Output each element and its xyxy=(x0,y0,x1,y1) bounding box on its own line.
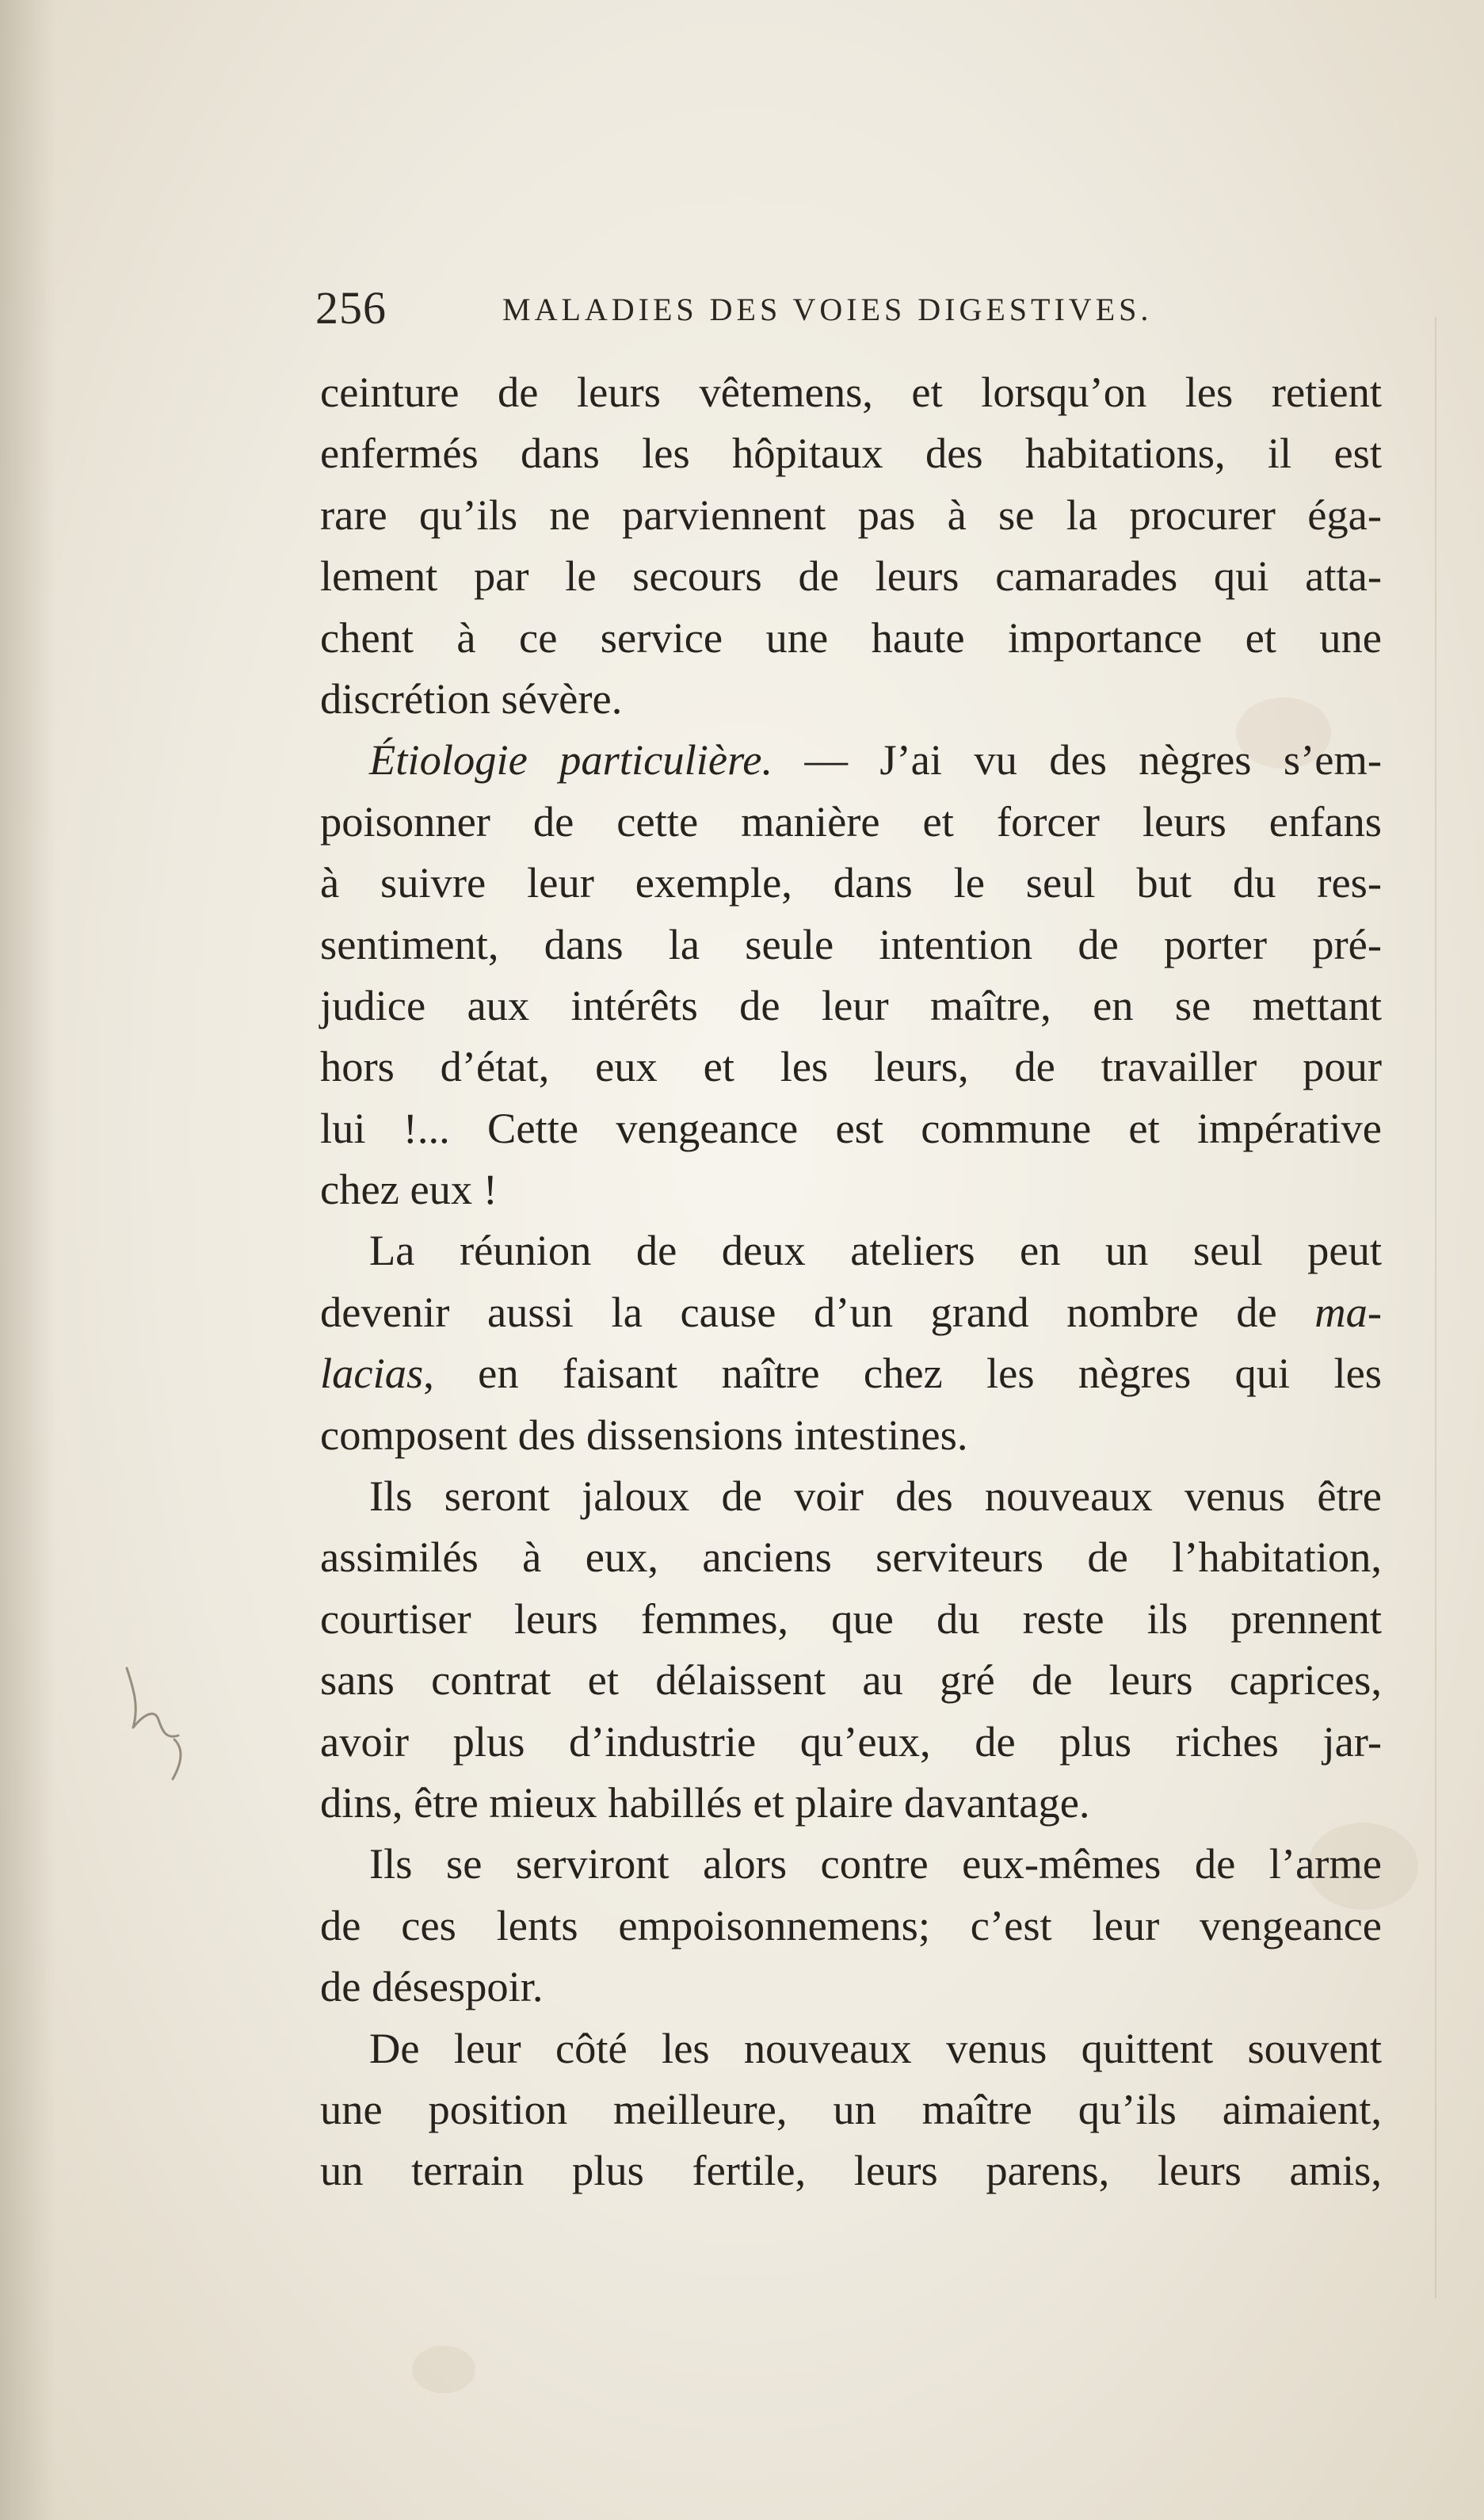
text-segment: , en faisant naître chez les nègres qui les xyxy=(423,1349,1382,1398)
text-line xyxy=(320,1281,1382,1342)
text-segment: composent des dissensions intestines. xyxy=(320,1410,968,1459)
text-segment: chent à ce service une haute importance et une xyxy=(320,613,1382,662)
text-line xyxy=(320,668,1382,729)
text-segment: Ils se serviront alors contre eux-mêmes de l’arme xyxy=(369,1839,1382,1888)
text-line xyxy=(320,1036,1382,1097)
text-line xyxy=(320,2018,1382,2079)
text-segment: judice aux intérêts de leur maître, en se mettant xyxy=(320,980,1382,1029)
text-line xyxy=(320,361,1382,422)
text-line xyxy=(320,2079,1382,2140)
text-segment: chez eux ! xyxy=(320,1165,498,1214)
text-segment: lui !... Cette vengeance est commune et impérative xyxy=(320,1103,1382,1152)
paper-stain xyxy=(412,2346,475,2393)
text-segment: lement par le secours de leurs camarades qui atta- xyxy=(320,552,1382,601)
text-line xyxy=(320,914,1382,975)
text-segment: La réunion de deux ateliers en un seul peut xyxy=(369,1226,1382,1275)
gutter-shadow xyxy=(0,0,55,2520)
text-line xyxy=(320,1220,1382,1281)
text-segment: à suivre leur exemple, dans le seul but du res- xyxy=(320,858,1382,907)
running-head xyxy=(315,281,1409,337)
italic-term: lacias xyxy=(320,1349,424,1398)
text-segment: une position meilleure, un maître qu’ils aimaient, xyxy=(320,2084,1382,2133)
section-heading: Étiologie particulière. xyxy=(369,735,773,785)
body-text xyxy=(320,361,1382,2201)
text-segment: De leur côté les nouveaux venus quittent souvent xyxy=(369,2023,1382,2072)
text-line xyxy=(320,791,1382,852)
text-segment: ceinture de leurs vêtemens, et lorsqu’on les retient xyxy=(320,368,1382,416)
text-segment: de désespoir. xyxy=(320,1962,544,2011)
text-line xyxy=(320,545,1382,606)
text-line xyxy=(320,2140,1382,2201)
text-line xyxy=(320,1649,1382,1710)
text-segment: de ces lents empoisonnemens; c’est leur vengeance xyxy=(320,1900,1382,1949)
text-line xyxy=(320,1404,1382,1465)
text-segment: Ils seront jaloux de voir des nouveaux venus être xyxy=(369,1472,1382,1521)
text-segment: enfermés dans les hôpitaux des habitations, il est xyxy=(320,429,1382,478)
text-line xyxy=(320,422,1382,483)
italic-term: ma- xyxy=(1314,1287,1382,1336)
text-line xyxy=(320,1772,1382,1833)
text-segment: courtiser leurs femmes, que du reste ils prennent xyxy=(320,1594,1382,1643)
text-line xyxy=(320,607,1382,668)
text-line xyxy=(320,484,1382,545)
text-segment: poisonner de cette manière et forcer leurs enfans xyxy=(320,796,1382,846)
running-title: MALADIES DES VOIES DIGESTIVES. xyxy=(502,292,1153,327)
text-segment: assimilés à eux, anciens serviteurs de l’habitation, xyxy=(320,1533,1382,1582)
text-segment: hors d’état, eux et les leurs, de travailler pour xyxy=(320,1042,1382,1091)
text-segment: devenir aussi la cause d’un grand nombre de xyxy=(320,1287,1315,1336)
text-line xyxy=(320,975,1382,1036)
text-line xyxy=(320,1159,1382,1220)
text-line xyxy=(320,729,1382,790)
text-line xyxy=(320,1711,1382,1772)
text-line xyxy=(320,1956,1382,2017)
text-segment: un terrain plus fertile, leurs parens, leurs amis, xyxy=(320,2146,1382,2195)
text-segment: dins, être mieux habillés et plaire davantage. xyxy=(320,1777,1090,1827)
page-fold xyxy=(1435,317,1436,2298)
text-line xyxy=(320,1098,1382,1159)
text-line xyxy=(320,1895,1382,1956)
pencil-margin-mark xyxy=(111,1660,198,1787)
text-segment: avoir plus d’industrie qu’eux, de plus riches jar- xyxy=(320,1716,1382,1766)
text-segment: discrétion sévère. xyxy=(320,674,623,723)
text-line xyxy=(320,1588,1382,1649)
text-line xyxy=(320,1342,1382,1403)
text-segment: rare qu’ils ne parviennent pas à se la procurer éga- xyxy=(320,490,1382,539)
text-line xyxy=(320,1833,1382,1894)
text-line xyxy=(320,1526,1382,1587)
page-number: 256 xyxy=(315,282,387,334)
text-segment: sentiment, dans la seule intention de porter pré- xyxy=(320,919,1382,968)
text-line xyxy=(320,1465,1382,1526)
text-segment: — J’ai vu des nègres s’em- xyxy=(773,735,1382,785)
text-line xyxy=(320,852,1382,913)
text-segment: sans contrat et délaissent au gré de leurs caprices, xyxy=(320,1655,1382,1705)
